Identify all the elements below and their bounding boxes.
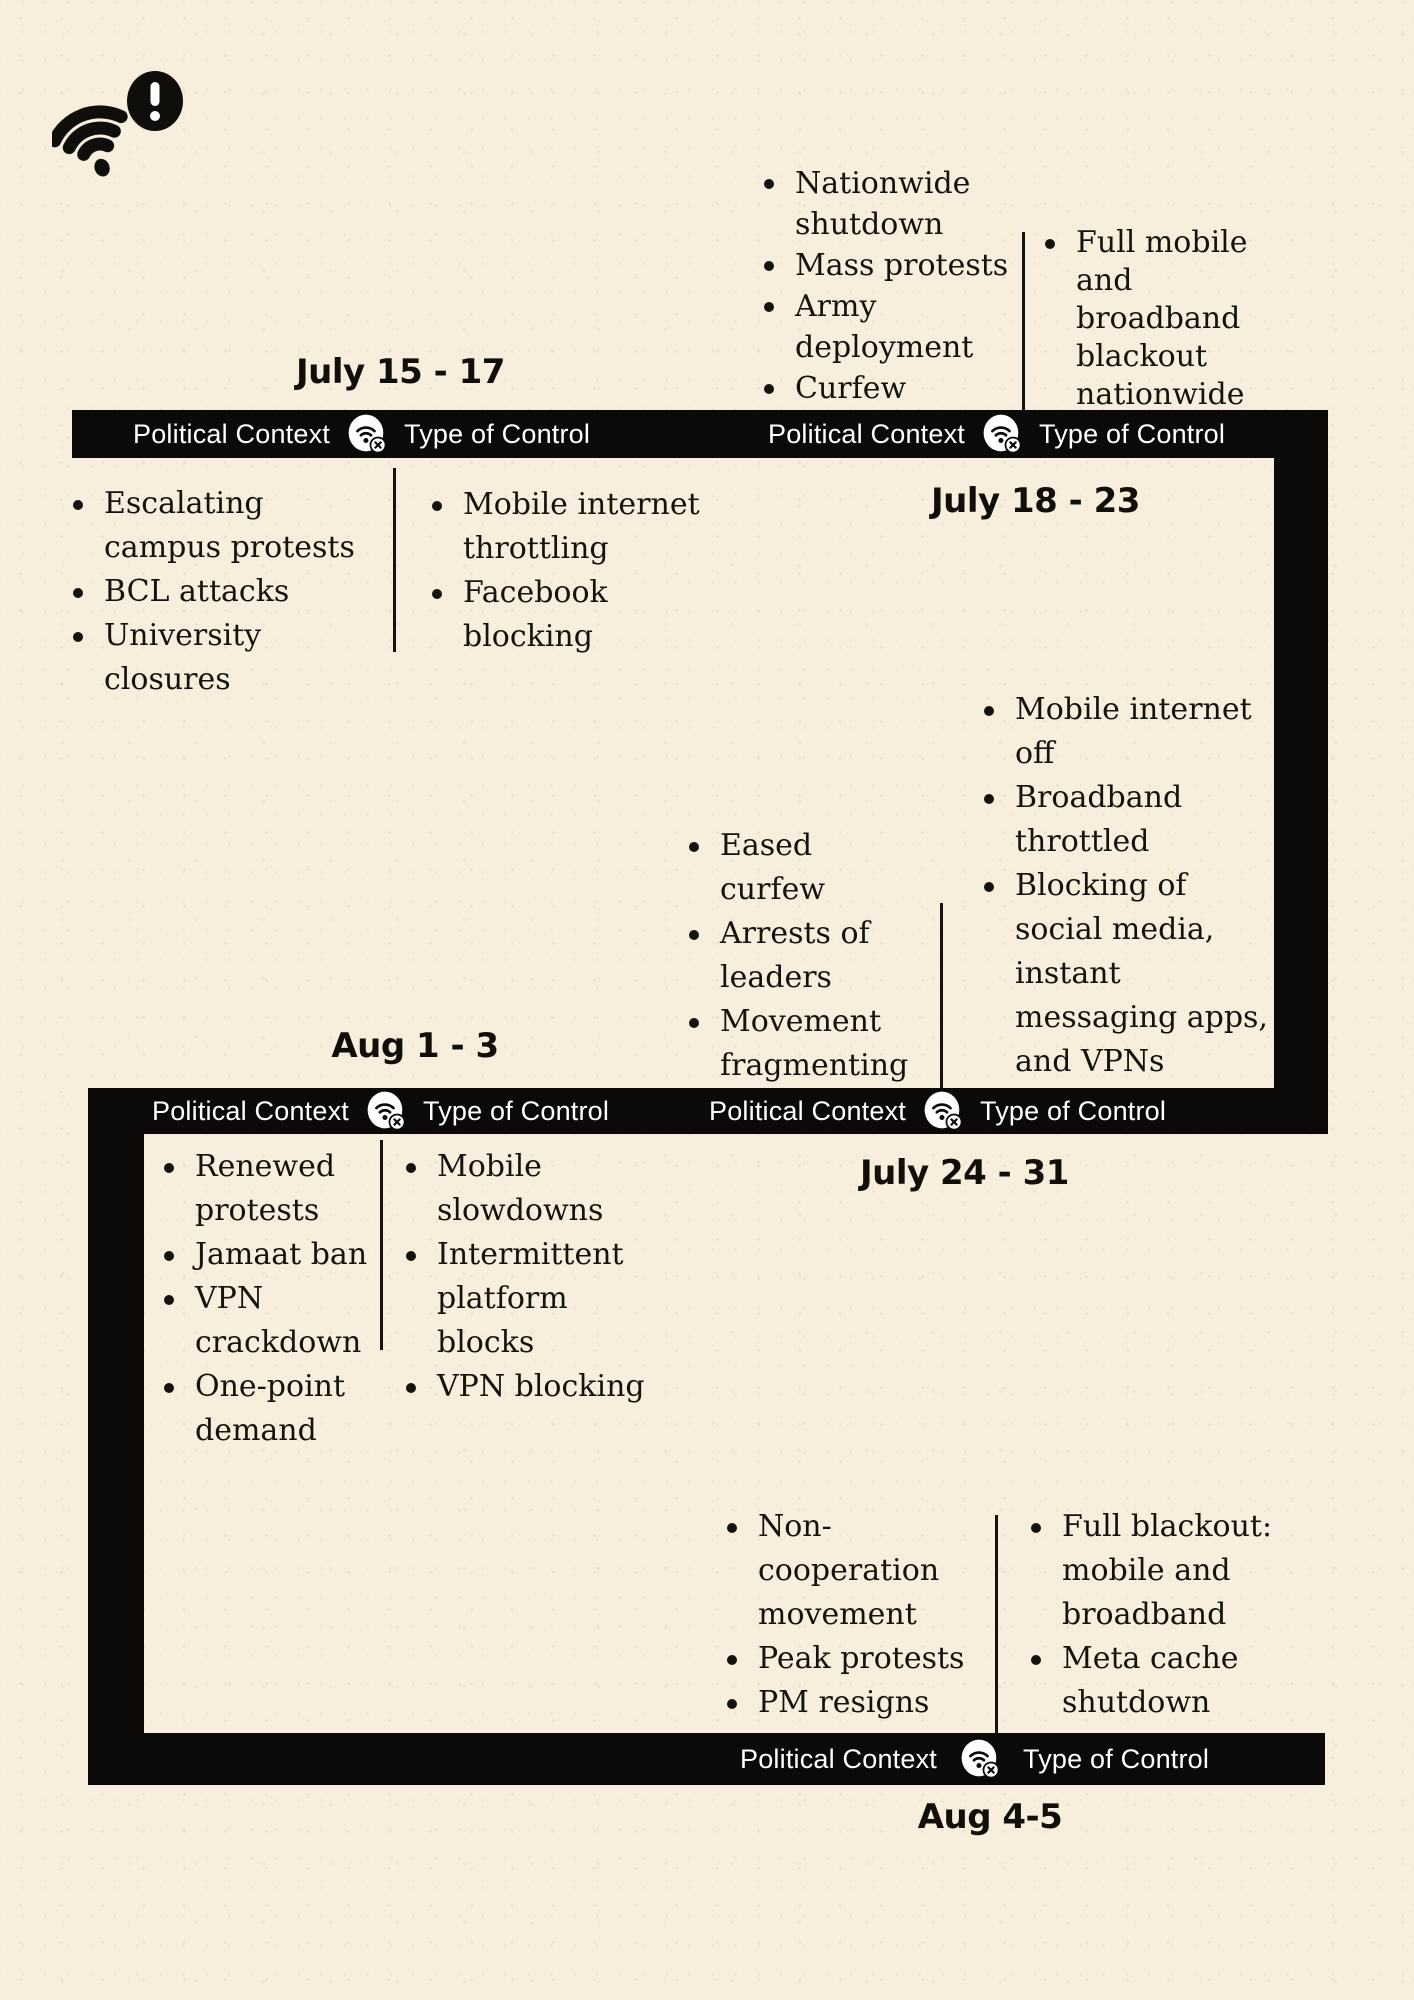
list-item: Mobile internet throttling — [427, 483, 713, 571]
bar-label-group — [768, 410, 1225, 458]
list-item: University closures — [68, 614, 364, 702]
bar-label-group — [740, 1733, 1209, 1785]
list-item: Mass protests — [759, 245, 1010, 286]
type-of-control-label: Type of Control — [1039, 418, 1226, 449]
list-item: Curfew — [759, 368, 1010, 409]
control-list-july-18-23 — [1040, 224, 1251, 414]
timeline-connector-left — [88, 1088, 144, 1785]
column-divider — [995, 1515, 998, 1733]
list-item: Meta cache shutdown — [1026, 1637, 1312, 1725]
list-item: Renewed protests — [159, 1145, 395, 1233]
date-heading-july-24-31: July 24 - 31 — [860, 1153, 1069, 1193]
wifi-off-icon — [959, 1738, 1001, 1780]
timeline-connector-right — [1274, 410, 1328, 1134]
political-context-label: Political Context — [740, 1743, 937, 1774]
bar-label-group — [133, 410, 590, 458]
column-divider — [940, 903, 943, 1088]
political-context-label: Political Context — [133, 418, 330, 449]
type-of-control-label: Type of Control — [404, 418, 591, 449]
type-of-control-label: Type of Control — [980, 1095, 1167, 1126]
wifi-alert-icon — [52, 62, 190, 190]
list-item: Nationwide shutdown — [759, 163, 1010, 245]
type-of-control-label: Type of Control — [423, 1095, 610, 1126]
list-item: Arrests of leaders — [684, 912, 913, 1000]
column-divider — [393, 468, 396, 652]
list-item: Blocking of social media, instant messaging apps, and VPNs — [979, 864, 1270, 1084]
list-item: One-point demand — [159, 1365, 395, 1453]
bar-label-group — [709, 1088, 1166, 1134]
list-item: Broadband throttled — [979, 776, 1270, 864]
bar-label-group — [152, 1088, 609, 1134]
wifi-off-icon — [346, 413, 388, 455]
political-list-july-18-23 — [759, 163, 1010, 409]
list-item: Mobile internet off — [979, 688, 1270, 776]
type-of-control-label: Type of Control — [1023, 1743, 1210, 1774]
list-item: Non-cooperation movement — [722, 1505, 983, 1637]
wifi-off-icon — [981, 413, 1023, 455]
political-list-july-24-31 — [684, 824, 913, 1088]
wifi-off-icon — [365, 1090, 407, 1132]
date-heading-july-15-17: July 15 - 17 — [296, 352, 505, 392]
date-heading-aug-1-3: Aug 1 - 3 — [331, 1026, 499, 1066]
list-item: Movement fragmenting — [684, 1000, 913, 1088]
control-list-aug-1-3 — [401, 1145, 652, 1409]
list-item: Full blackout: mobile and broadband — [1026, 1505, 1312, 1637]
control-list-july-24-31 — [979, 688, 1270, 1084]
control-list-aug-4-5 — [1026, 1505, 1312, 1725]
political-list-aug-1-3 — [159, 1145, 395, 1453]
political-context-label: Political Context — [768, 418, 965, 449]
political-list-aug-4-5 — [722, 1505, 983, 1725]
list-item: Full mobile and broadband blackout nationwide — [1040, 224, 1251, 414]
political-list-july-15-17 — [68, 482, 364, 702]
list-item: PM resigns — [722, 1681, 983, 1725]
list-item: Facebook blocking — [427, 571, 713, 659]
list-item: Jamaat ban — [159, 1233, 395, 1277]
political-context-label: Political Context — [152, 1095, 349, 1126]
list-item: Escalating campus protests — [68, 482, 364, 570]
list-item: Mobile slowdowns — [401, 1145, 652, 1233]
list-item: Intermittent platform blocks — [401, 1233, 652, 1365]
list-item: VPN blocking — [401, 1365, 652, 1409]
list-item: BCL attacks — [68, 570, 364, 614]
list-item: VPN crackdown — [159, 1277, 395, 1365]
date-heading-july-18-23: July 18 - 23 — [931, 481, 1140, 521]
column-divider — [1022, 232, 1025, 410]
list-item: Eased curfew — [684, 824, 913, 912]
wifi-off-icon — [922, 1090, 964, 1132]
list-item: Peak protests — [722, 1637, 983, 1681]
date-heading-aug-4-5: Aug 4-5 — [917, 1797, 1063, 1837]
political-context-label: Political Context — [709, 1095, 906, 1126]
control-list-july-15-17 — [427, 483, 713, 659]
list-item: Army deployment — [759, 286, 1010, 368]
